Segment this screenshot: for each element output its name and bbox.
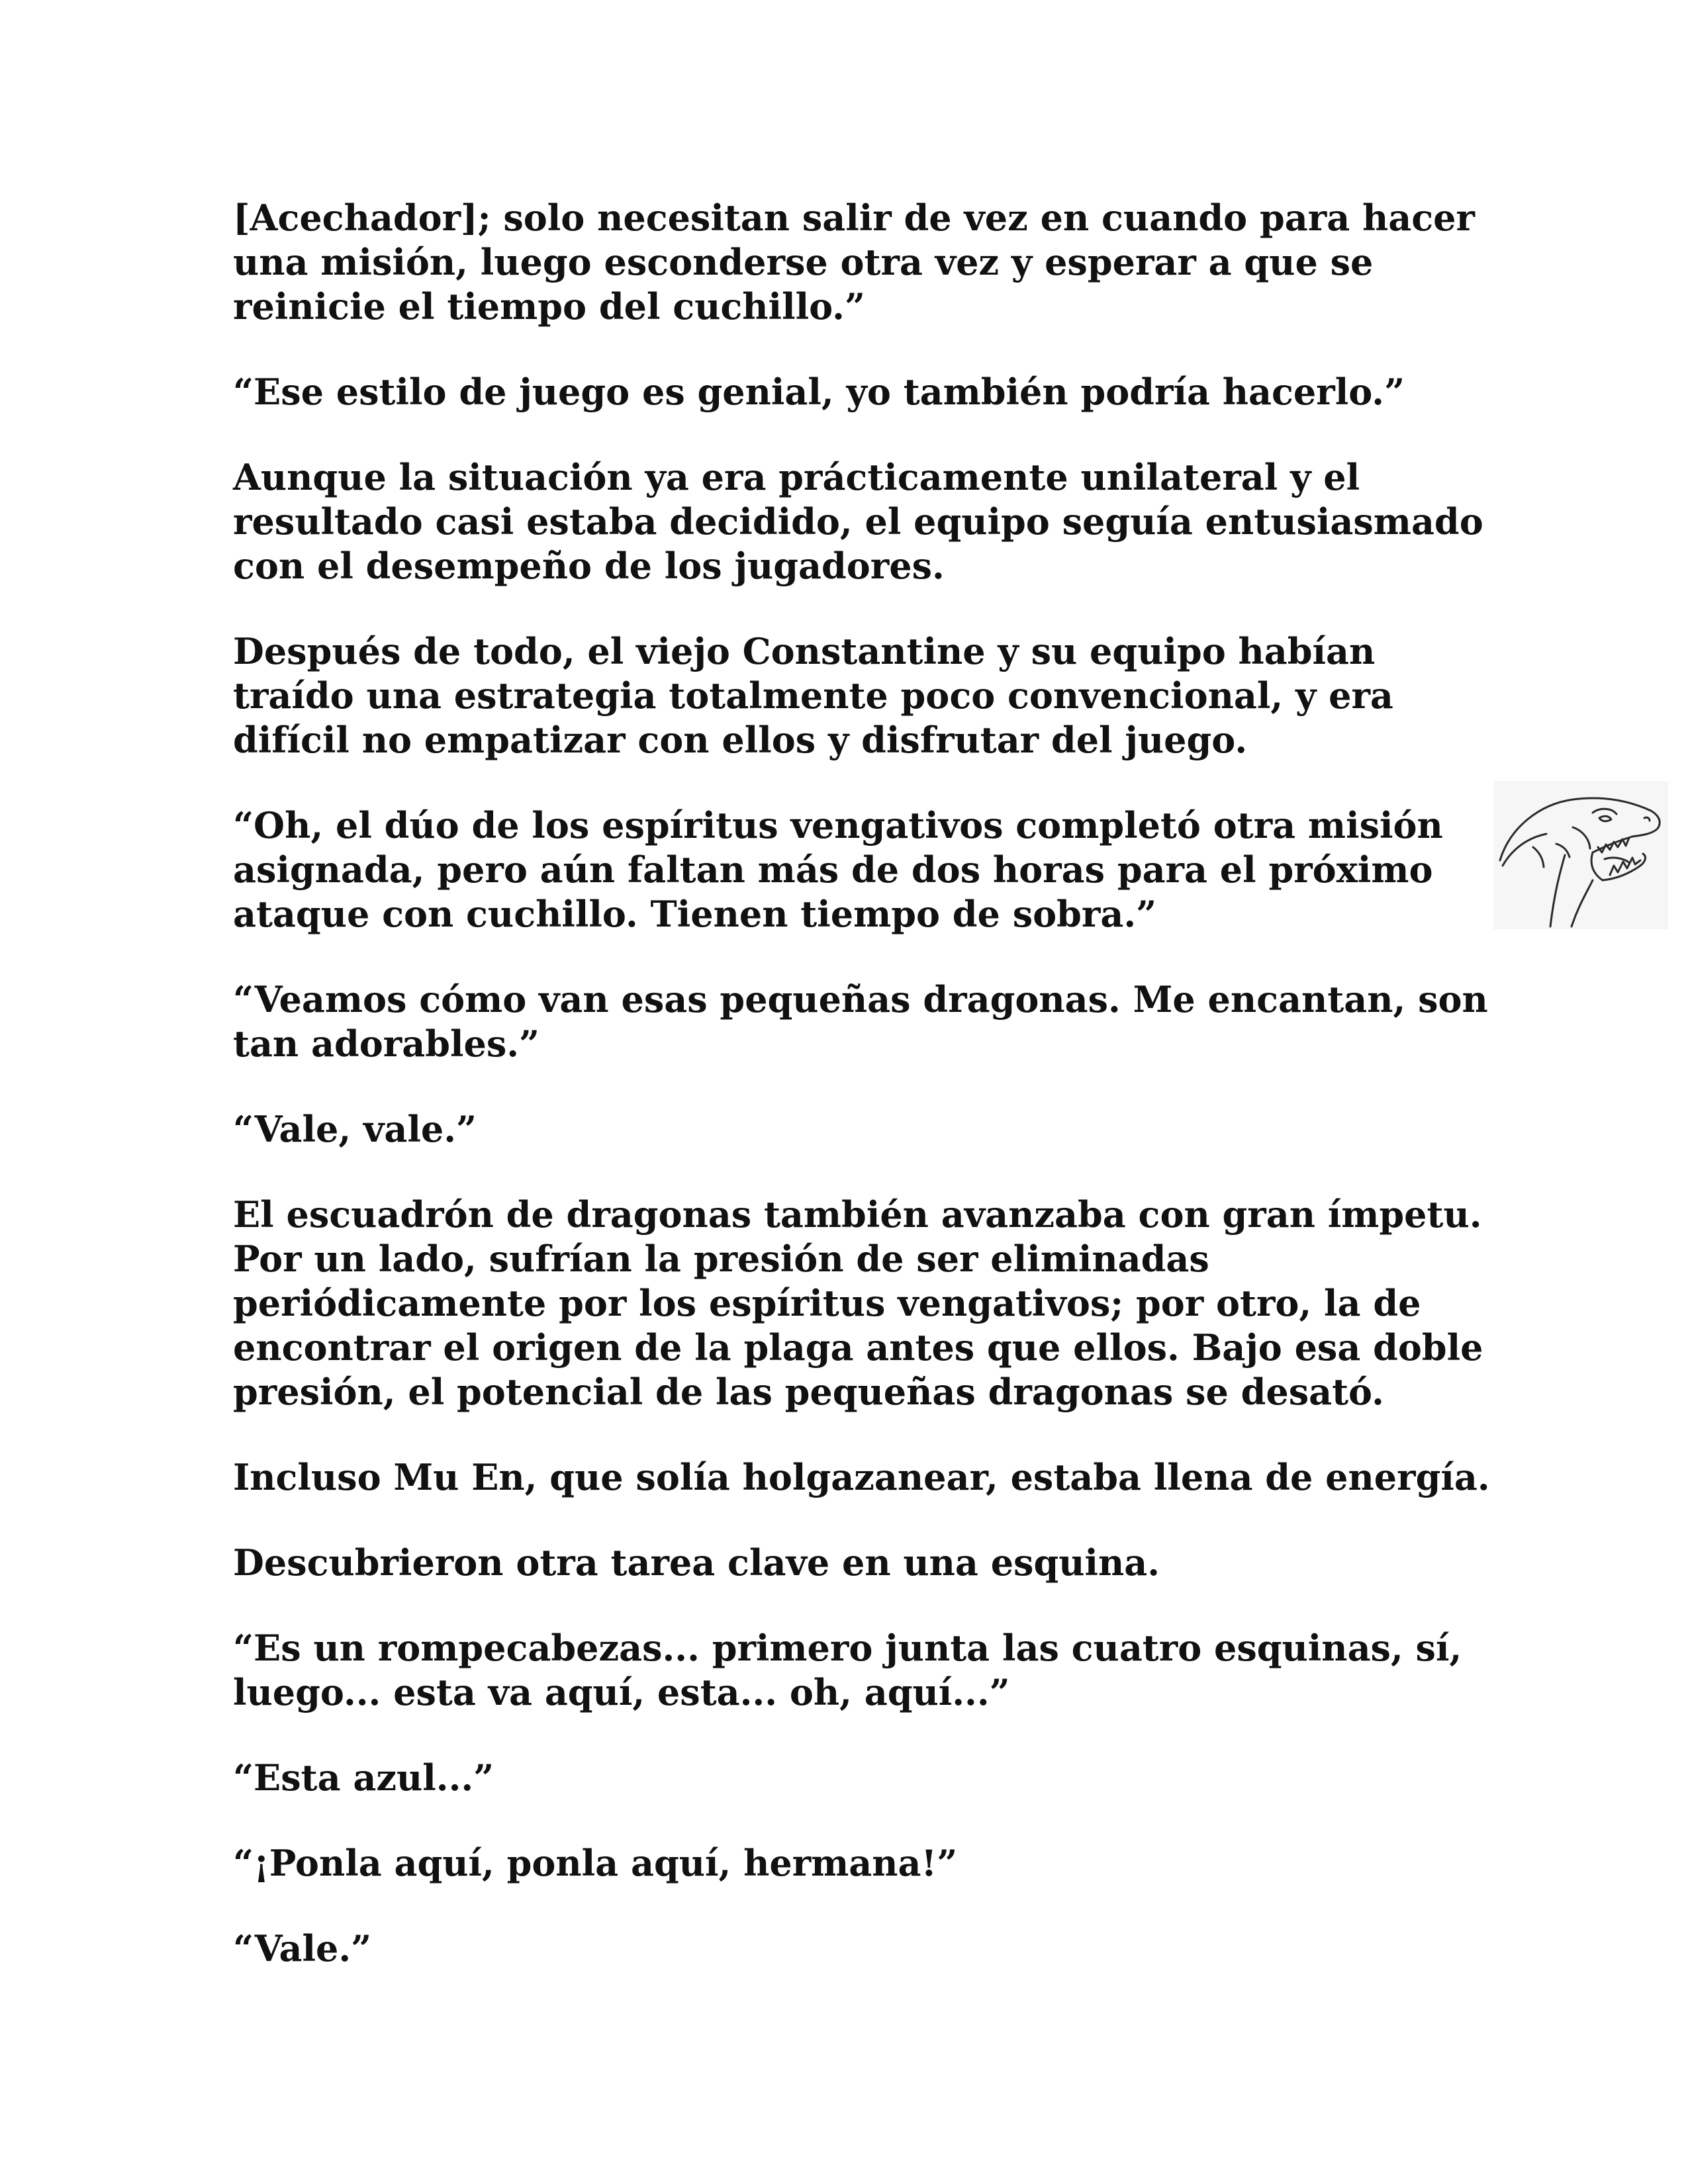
- paragraph-1: [Acechador]; solo necesitan salir de vez en cuando para hacer una misión, luego esconderse otra vez y esperar a que se reinicie el tiempo del cuchillo.”: [233, 197, 1475, 328]
- paragraph-7: “Vale, vale.”: [233, 1108, 477, 1150]
- paragraph-4: Después de todo, el viejo Constantine y su equipo habían traído una estrategia totalmente poco convencional, y era difícil no empatizar con ellos y disfrutar del juego.: [233, 630, 1393, 761]
- paragraph-9: Incluso Mu En, que solía holgazanear, estaba llena de energía.: [233, 1456, 1490, 1498]
- paragraph-14: “Vale.”: [233, 1927, 372, 1970]
- paragraph-5: “Oh, el dúo de los espíritus vengativos completó otra misión asignada, pero aún faltan más de dos horas para el próximo ataque con cuchillo. Tienen tiempo de sobra.”: [233, 804, 1443, 935]
- document-body: [233, 196, 1491, 2012]
- paragraph-13: “¡Ponla aquí, ponla aquí, hermana!”: [233, 1842, 958, 1884]
- dinosaur-head-sketch-icon: [1493, 781, 1668, 929]
- paragraph-10: Descubrieron otra tarea clave en una esquina.: [233, 1541, 1160, 1584]
- paragraph-12: “Esta azul...”: [233, 1756, 494, 1799]
- paragraph-3: Aunque la situación ya era prácticamente unilateral y el resultado casi estaba decidido, el equipo seguía entusiasmado con el desempeño de los jugadores.: [233, 456, 1483, 587]
- paragraph-8: El escuadrón de dragonas también avanzaba con gran ímpetu. Por un lado, sufrían la presión de ser eliminadas periódicamente por los espíritus vengativos; por otro, la de encontrar el origen de la plaga antes que ellos. Bajo esa doble presión, el potencial de las pequeñas dragonas se desató.: [233, 1193, 1483, 1413]
- paragraph-11: “Es un rompecabezas... primero junta las cuatro esquinas, sí, luego... esta va aquí, esta... oh, aquí...”: [233, 1627, 1462, 1713]
- paragraph-6: “Veamos cómo van esas pequeñas dragonas. Me encantan, son tan adorables.”: [233, 978, 1488, 1065]
- paragraph-2: “Ese estilo de juego es genial, yo también podría hacerlo.”: [233, 371, 1405, 413]
